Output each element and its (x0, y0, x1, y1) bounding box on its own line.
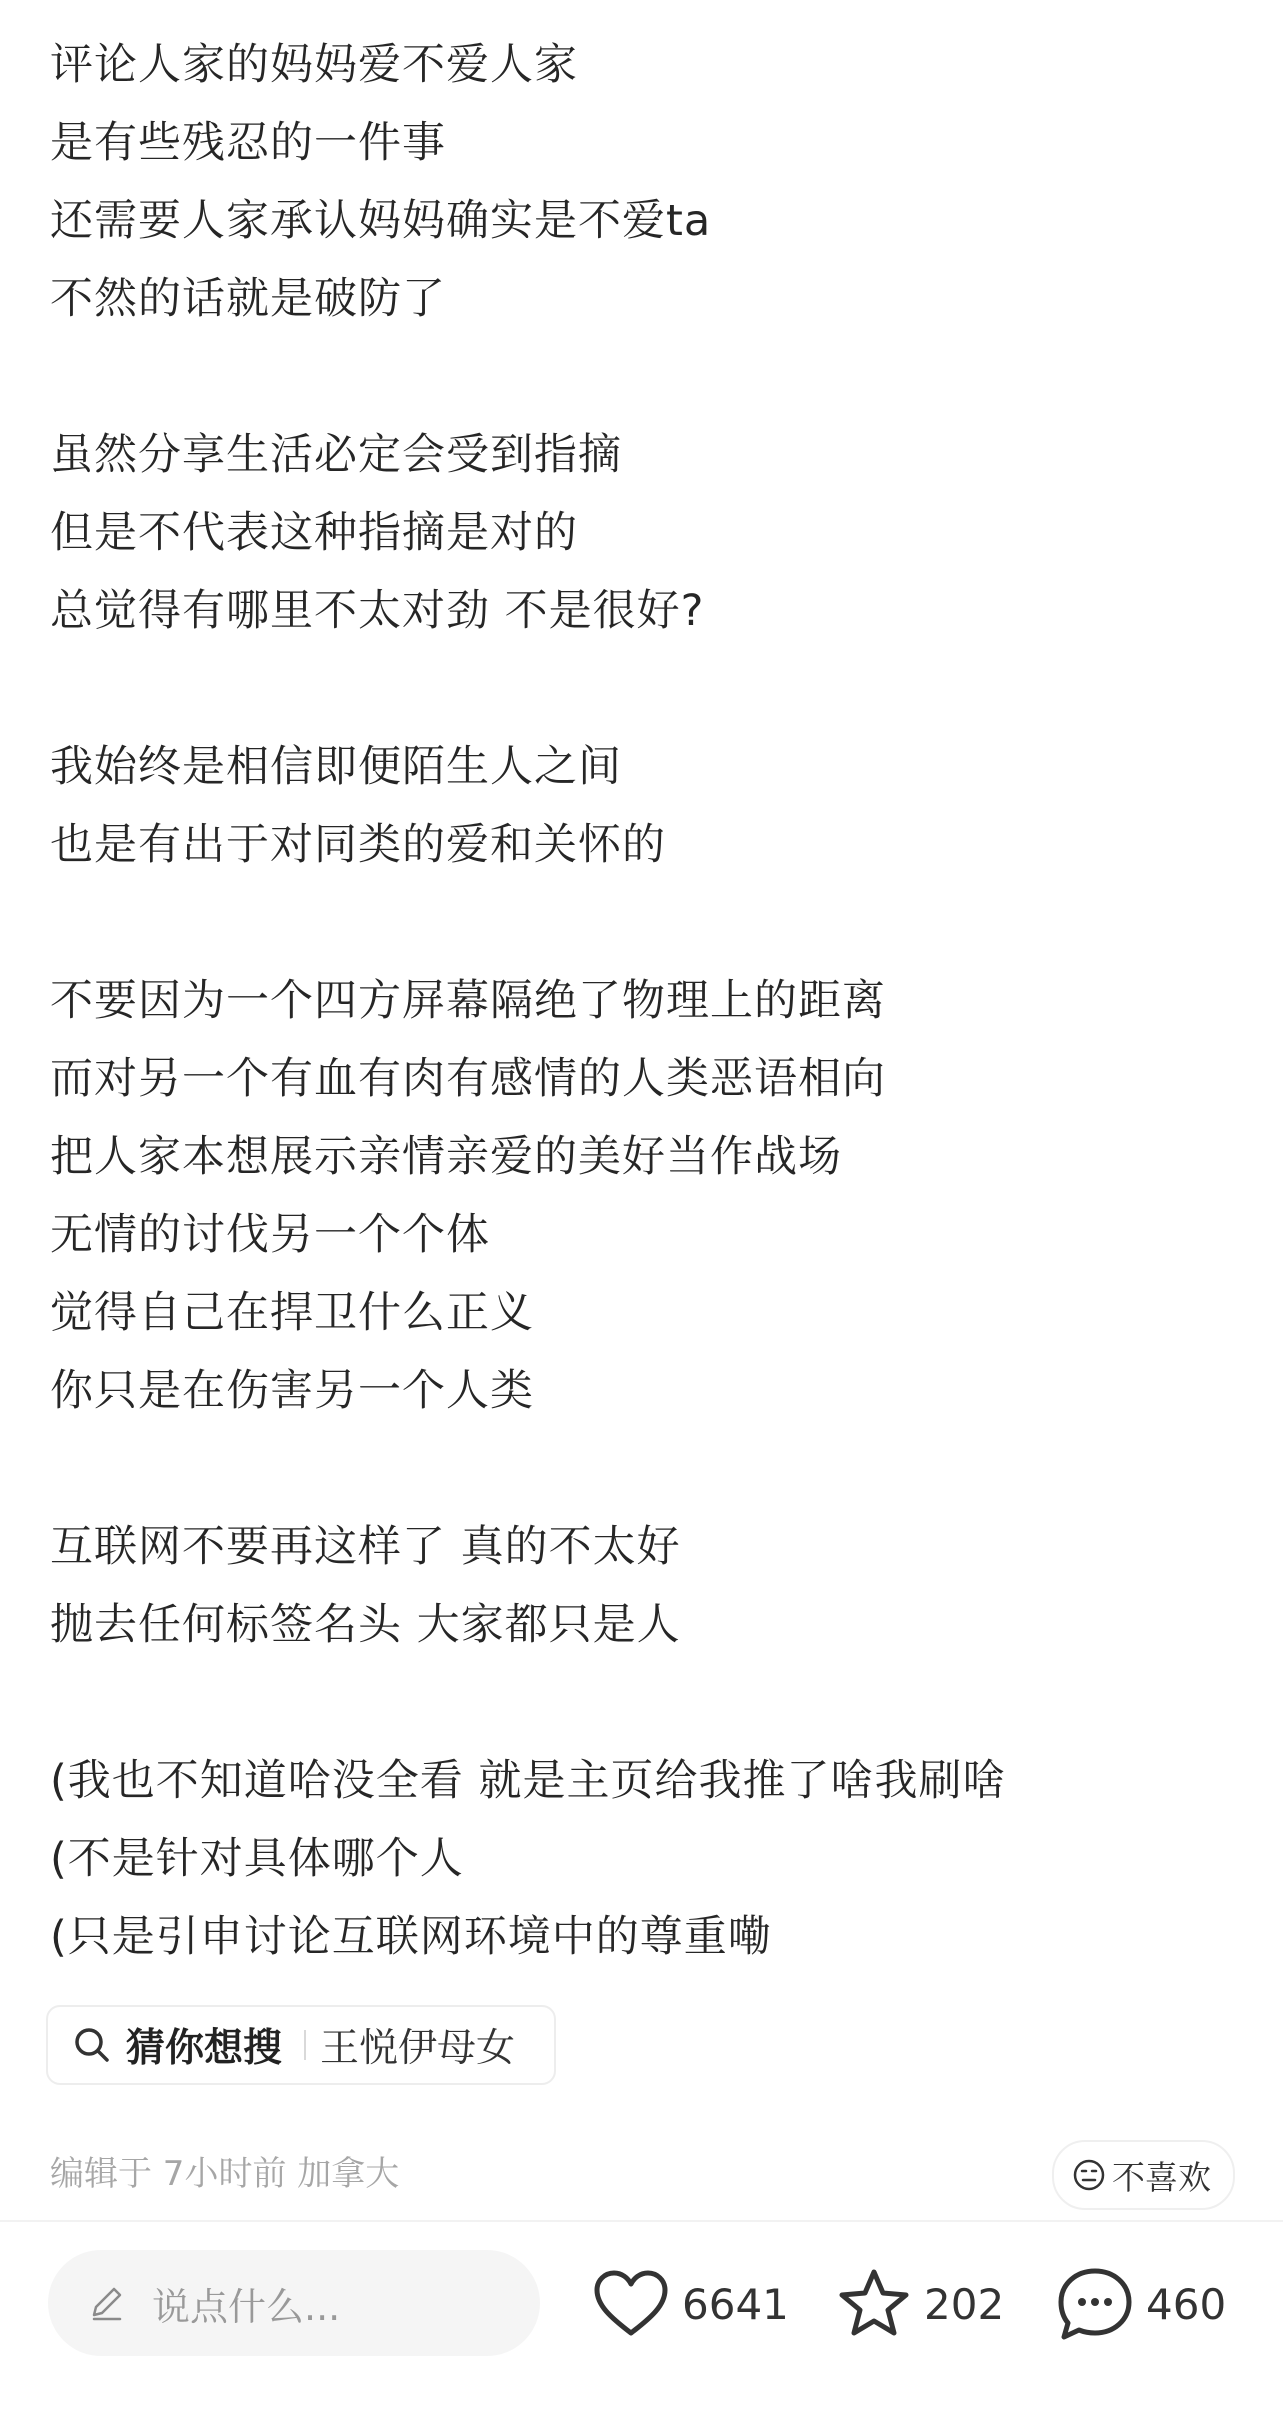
bottom-bar-divider (0, 2220, 1283, 2222)
post-line: (我也不知道哈没全看 就是主页给我推了啥我刷啥 (50, 1756, 1007, 1806)
post-line: 抛去任何标签名头 大家都只是人 (50, 1600, 681, 1650)
search-icon (72, 2025, 112, 2065)
post-line: 还需要人家承认妈妈确实是不爱ta (50, 196, 712, 246)
edit-time-location: 编辑于 7小时前 加拿大 (50, 2154, 400, 2194)
collect-button[interactable] (836, 2262, 1004, 2346)
post-line: 无情的讨伐另一个个体 (50, 1210, 490, 1260)
post-line: (只是引申讨论互联网环境中的尊重嘞 (50, 1912, 772, 1962)
post-line: 总觉得有哪里不太对劲 不是很好? (50, 586, 705, 636)
post-line: 我始终是相信即便陌生人之间 (50, 742, 622, 792)
meh-face-icon (1072, 2158, 1106, 2192)
collect-count: 202 (924, 2279, 1005, 2329)
comment-bubble-icon (1056, 2266, 1134, 2342)
heart-icon (592, 2269, 670, 2339)
post-line: 不然的话就是破防了 (50, 274, 446, 324)
post-line: 也是有出于对同类的爱和关怀的 (50, 820, 666, 870)
post-line: (不是针对具体哪个人 (50, 1834, 464, 1884)
comment-button[interactable] (1056, 2262, 1226, 2346)
paragraph-gap (50, 1430, 1240, 1508)
post-line: 不要因为一个四方屏幕隔绝了物理上的距离 (50, 976, 886, 1026)
dislike-label: 不喜欢 (1112, 2157, 1211, 2197)
post-line: 你只是在伤害另一个人类 (50, 1366, 534, 1416)
post-line: 而对另一个有血有肉有感情的人类恶语相向 (50, 1054, 886, 1104)
like-button[interactable] (592, 2262, 789, 2346)
post-line: 觉得自己在捍卫什么正义 (50, 1288, 534, 1338)
star-icon (836, 2267, 912, 2341)
post-line: 是有些残忍的一件事 (50, 118, 446, 168)
paragraph-gap (50, 650, 1240, 728)
post-line: 把人家本想展示亲情亲爱的美好当作战场 (50, 1132, 842, 1182)
divider (304, 2030, 306, 2060)
paragraph-gap (50, 338, 1240, 416)
post-line: 互联网不要再这样了 真的不太好 (50, 1522, 681, 1572)
suggested-search-tag[interactable] (46, 2005, 556, 2085)
dislike-button[interactable] (1052, 2140, 1235, 2210)
post-line: 虽然分享生活必定会受到指摘 (50, 430, 622, 480)
paragraph-gap (50, 884, 1240, 962)
pencil-icon (84, 2281, 128, 2325)
post-body (50, 26, 1240, 1976)
comment-input[interactable] (48, 2250, 540, 2356)
paragraph-gap (50, 1664, 1240, 1742)
suggested-search-keyword: 王悦伊母女 (320, 2026, 516, 2071)
like-count: 6641 (682, 2279, 789, 2329)
suggested-search-prefix: 猜你想搜 (126, 2026, 283, 2071)
comment-count: 460 (1146, 2279, 1227, 2329)
post-line: 但是不代表这种指摘是对的 (50, 508, 578, 558)
post-line: 评论人家的妈妈爱不爱人家 (50, 40, 578, 90)
comment-placeholder: 说点什么... (152, 2284, 341, 2329)
